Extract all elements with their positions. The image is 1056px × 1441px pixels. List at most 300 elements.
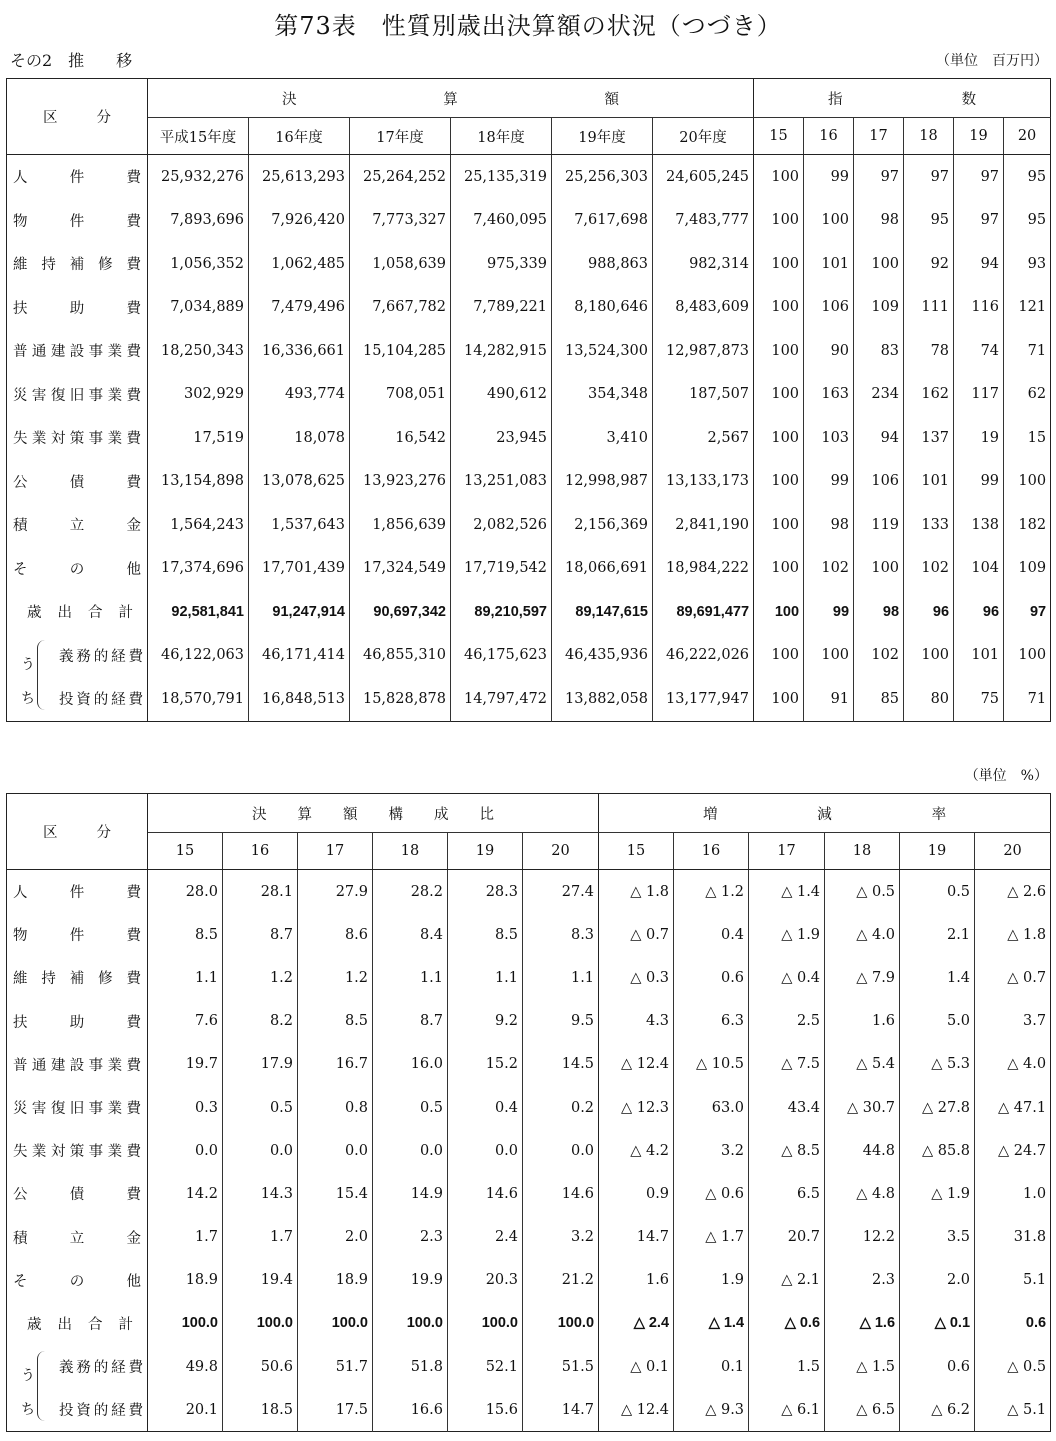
row-label: 災害復旧事業費 — [7, 373, 148, 417]
value-cell: 90,697,342 — [350, 590, 451, 634]
value-cell: 17.9 — [223, 1043, 298, 1086]
value-cell: △ 24.7 — [998, 1142, 1047, 1159]
value-cell: 182 — [1018, 516, 1047, 533]
value-cell: △ 4.2 — [599, 1129, 674, 1172]
value-cell: 27.4 — [523, 870, 599, 914]
value-cell: 8.5 — [148, 913, 223, 956]
value-cell: 16.7 — [298, 1043, 373, 1086]
value-cell: 7.6 — [148, 1000, 223, 1043]
value-cell: △ 2.6 — [1007, 883, 1047, 900]
page-title: 第73表 性質別歳出決算額の状況（つづき） — [274, 12, 782, 40]
value-cell: 96 — [904, 590, 954, 634]
value-cell: 89,691,477 — [653, 590, 754, 634]
value-cell: 94 — [954, 242, 1004, 286]
value-cell: △ 9.3 — [674, 1388, 749, 1432]
table-row — [7, 155, 1051, 199]
value-cell: 1.9 — [674, 1259, 749, 1302]
value-cell: 25,264,252 — [350, 155, 451, 199]
value-cell: 24,605,245 — [653, 155, 754, 199]
value-cell: 109 — [854, 286, 904, 330]
value-cell: △ 12.4 — [599, 1388, 674, 1432]
value-cell: 91 — [804, 677, 854, 721]
value-cell: 7,483,777 — [653, 199, 754, 243]
value-cell: 23,945 — [451, 416, 552, 460]
value-cell: 0.4 — [674, 913, 749, 956]
table-row — [7, 460, 1051, 504]
value-cell: 0.0 — [523, 1129, 599, 1172]
value-cell: 106 — [804, 286, 854, 330]
value-cell: 0.5 — [373, 1086, 448, 1129]
table-row — [7, 329, 1051, 373]
value-cell: 6.5 — [749, 1172, 825, 1215]
value-cell: 15.4 — [298, 1172, 373, 1215]
sub-marker: う — [21, 656, 35, 673]
value-cell: 109 — [1018, 560, 1047, 577]
table-row — [7, 634, 1051, 678]
value-cell: 20.3 — [448, 1259, 523, 1302]
year-header: 18 — [825, 833, 900, 870]
value-cell: 71 — [1027, 690, 1047, 707]
year-header: 16 — [804, 118, 854, 155]
year-header: 17年度 — [350, 118, 451, 155]
value-cell: 20.7 — [749, 1216, 825, 1259]
row-label: 普通建設事業費 — [7, 329, 148, 373]
value-cell: 8.7 — [373, 1000, 448, 1043]
row-label: その他 — [7, 547, 148, 591]
value-cell: 25,256,303 — [552, 155, 653, 199]
value-cell: 14,797,472 — [451, 677, 552, 721]
value-cell: 0.6 — [674, 956, 749, 999]
value-cell: 12.2 — [825, 1216, 900, 1259]
value-cell: △ 0.1 — [599, 1345, 674, 1388]
value-cell: 8,180,646 — [552, 286, 653, 330]
value-cell: 19.7 — [148, 1043, 223, 1086]
row-label: 公債費 — [7, 460, 148, 504]
amount-group-header: 決 算 額 — [148, 79, 754, 118]
row-label — [7, 1388, 148, 1432]
value-cell: 3.5 — [900, 1216, 975, 1259]
value-cell: 0.0 — [373, 1129, 448, 1172]
value-cell: 46,222,026 — [653, 634, 754, 678]
value-cell: 3.2 — [523, 1216, 599, 1259]
table-row — [7, 373, 1051, 417]
value-cell: 1.1 — [448, 956, 523, 999]
value-cell: 103 — [804, 416, 854, 460]
year-header: 17 — [749, 833, 825, 870]
value-cell: 100 — [754, 547, 804, 591]
value-cell: 2.0 — [298, 1216, 373, 1259]
value-cell: 51.8 — [373, 1345, 448, 1388]
value-cell: 100.0 — [373, 1302, 448, 1345]
value-cell: △ 0.7 — [599, 913, 674, 956]
value-cell: 0.5 — [900, 870, 975, 914]
value-cell: 12,998,987 — [552, 460, 653, 504]
value-cell: 46,122,063 — [148, 634, 249, 678]
value-cell: 100.0 — [448, 1302, 523, 1345]
settlement-amount-table — [6, 78, 1051, 722]
value-cell: 8,483,609 — [653, 286, 754, 330]
year-header: 20 — [975, 833, 1051, 870]
value-cell: 1,537,643 — [249, 503, 350, 547]
year-header: 15 — [148, 833, 223, 870]
value-cell: 17,374,696 — [148, 547, 249, 591]
value-cell: 982,314 — [653, 242, 754, 286]
value-cell: 302,929 — [148, 373, 249, 417]
value-cell: △ 5.4 — [825, 1043, 900, 1086]
value-cell: 101 — [954, 634, 1004, 678]
year-header: 20 — [1004, 118, 1051, 155]
value-cell: 100.0 — [148, 1302, 223, 1345]
year-header: 20 — [523, 833, 599, 870]
value-cell: 133 — [904, 503, 954, 547]
value-cell: 5.1 — [1023, 1272, 1047, 1289]
value-cell: 28.3 — [448, 870, 523, 914]
value-cell: 8.4 — [373, 913, 448, 956]
value-cell: △ 0.6 — [674, 1172, 749, 1215]
value-cell: 116 — [954, 286, 1004, 330]
table-row — [7, 677, 1051, 721]
value-cell: △ 10.5 — [674, 1043, 749, 1086]
value-cell: 2,567 — [653, 416, 754, 460]
value-cell: 31.8 — [1013, 1229, 1047, 1246]
value-cell: 0.8 — [298, 1086, 373, 1129]
value-cell: 1,564,243 — [148, 503, 249, 547]
year-header: 平成15年度 — [148, 118, 249, 155]
value-cell: 100.0 — [223, 1302, 298, 1345]
value-cell: △ 2.1 — [749, 1259, 825, 1302]
row-label: 物件費 — [7, 913, 148, 956]
value-cell: 95 — [1027, 168, 1047, 185]
row-label: 維持補修費 — [7, 956, 148, 999]
value-cell: 162 — [904, 373, 954, 417]
value-cell: 19.9 — [373, 1259, 448, 1302]
value-cell: △ 30.7 — [825, 1086, 900, 1129]
value-cell: 15.6 — [448, 1388, 523, 1432]
value-cell: 97 — [854, 155, 904, 199]
value-cell: 51.7 — [298, 1345, 373, 1388]
value-cell: 93 — [1027, 255, 1047, 272]
value-cell: △ 1.8 — [599, 870, 674, 914]
value-cell: 74 — [954, 329, 1004, 373]
value-cell: 1.6 — [599, 1259, 674, 1302]
value-cell: △ 5.1 — [1007, 1401, 1047, 1418]
value-cell: 17,701,439 — [249, 547, 350, 591]
table-row — [7, 1043, 1051, 1086]
value-cell: 100.0 — [523, 1302, 599, 1345]
value-cell: 99 — [804, 590, 854, 634]
value-cell: 975,339 — [451, 242, 552, 286]
value-cell: 137 — [904, 416, 954, 460]
table-row — [7, 1172, 1051, 1215]
value-cell: 4.3 — [599, 1000, 674, 1043]
value-cell: 15,828,878 — [350, 677, 451, 721]
value-cell: △ 85.8 — [900, 1129, 975, 1172]
value-cell: 13,251,083 — [451, 460, 552, 504]
value-cell: 27.9 — [298, 870, 373, 914]
value-cell: 62 — [1027, 386, 1047, 403]
row-label: 失業対策事業費 — [7, 416, 148, 460]
value-cell: 1,058,639 — [350, 242, 451, 286]
value-cell: △ 47.1 — [998, 1099, 1047, 1116]
value-cell: 14.2 — [148, 1172, 223, 1215]
value-cell: 2.5 — [749, 1000, 825, 1043]
value-cell: 2.3 — [825, 1259, 900, 1302]
value-cell: 119 — [854, 503, 904, 547]
year-header: 20年度 — [653, 118, 754, 155]
value-cell: 0.3 — [148, 1086, 223, 1129]
value-cell: 80 — [904, 677, 954, 721]
table-row — [7, 242, 1051, 286]
value-cell: 0.0 — [223, 1129, 298, 1172]
value-cell: 21.2 — [523, 1259, 599, 1302]
value-cell: 14.5 — [523, 1043, 599, 1086]
value-cell: 7,034,889 — [148, 286, 249, 330]
value-cell: △ 0.5 — [1007, 1358, 1047, 1375]
value-cell: 99 — [804, 155, 854, 199]
value-cell: 97 — [1029, 603, 1047, 620]
value-cell: 100.0 — [298, 1302, 373, 1345]
value-cell: 100 — [754, 460, 804, 504]
value-cell: 18,984,222 — [653, 547, 754, 591]
value-cell: 17.5 — [298, 1388, 373, 1432]
year-header: 16年度 — [249, 118, 350, 155]
value-cell: 96 — [954, 590, 1004, 634]
value-cell: 17,719,542 — [451, 547, 552, 591]
value-cell: 100 — [754, 634, 804, 678]
value-cell: 102 — [804, 547, 854, 591]
value-cell: △ 0.3 — [599, 956, 674, 999]
table-row — [7, 286, 1051, 330]
value-cell: △ 4.0 — [1007, 1056, 1047, 1073]
table-row — [7, 956, 1051, 999]
value-cell: △ 8.5 — [749, 1129, 825, 1172]
value-cell: △ 7.5 — [749, 1043, 825, 1086]
value-cell: 99 — [804, 460, 854, 504]
value-cell: 14.6 — [523, 1172, 599, 1215]
value-cell: 1.1 — [148, 956, 223, 999]
value-cell: 1.2 — [298, 956, 373, 999]
value-cell: △ 2.4 — [599, 1302, 674, 1345]
value-cell: △ 1.9 — [749, 913, 825, 956]
index-group-header: 指 数 — [754, 79, 1051, 118]
value-cell: 6.3 — [674, 1000, 749, 1043]
value-cell: 1,856,639 — [350, 503, 451, 547]
value-cell: 100 — [804, 199, 854, 243]
value-cell: △ 0.4 — [749, 956, 825, 999]
value-cell: 1.4 — [900, 956, 975, 999]
value-cell: 51.5 — [523, 1345, 599, 1388]
value-cell: 63.0 — [674, 1086, 749, 1129]
value-cell: 111 — [904, 286, 954, 330]
value-cell: 14.7 — [599, 1216, 674, 1259]
table-row — [7, 199, 1051, 243]
value-cell: 100 — [1018, 647, 1047, 664]
value-cell: 163 — [804, 373, 854, 417]
value-cell: 100 — [754, 503, 804, 547]
year-header: 16 — [223, 833, 298, 870]
value-cell: 1.2 — [223, 956, 298, 999]
sub-marker: う — [21, 1368, 35, 1385]
value-cell: △ 27.8 — [900, 1086, 975, 1129]
ratio-group-header: 決 算 額 構 成 比 — [148, 794, 599, 833]
value-cell: 19.4 — [223, 1259, 298, 1302]
value-cell: 234 — [854, 373, 904, 417]
value-cell: 2.0 — [900, 1259, 975, 1302]
value-cell: 1.7 — [223, 1216, 298, 1259]
row-label: 失業対策事業費 — [7, 1129, 148, 1172]
value-cell: 7,789,221 — [451, 286, 552, 330]
value-cell: 92,581,841 — [148, 590, 249, 634]
value-cell: 16.6 — [373, 1388, 448, 1432]
value-cell: 13,133,173 — [653, 460, 754, 504]
row-label: 公債費 — [7, 1172, 148, 1215]
value-cell: 28.1 — [223, 870, 298, 914]
change-rate-group-header: 増 減 率 — [599, 794, 1051, 833]
value-cell: 9.5 — [523, 1000, 599, 1043]
value-cell: 44.8 — [825, 1129, 900, 1172]
year-header: 17 — [298, 833, 373, 870]
table1-unit: （単位 百万円） — [936, 53, 1048, 69]
table-row — [7, 1129, 1051, 1172]
year-header: 19年度 — [552, 118, 653, 155]
value-cell: 102 — [854, 634, 904, 678]
row-label: 人件費 — [7, 155, 148, 199]
value-cell: 1.7 — [148, 1216, 223, 1259]
value-cell: 95 — [1027, 212, 1047, 229]
value-cell: 7,479,496 — [249, 286, 350, 330]
value-cell: 46,855,310 — [350, 634, 451, 678]
table-row — [7, 870, 1051, 914]
value-cell: 90 — [804, 329, 854, 373]
value-cell: 25,613,293 — [249, 155, 350, 199]
value-cell: 2,156,369 — [552, 503, 653, 547]
value-cell: 13,923,276 — [350, 460, 451, 504]
value-cell: 91,247,914 — [249, 590, 350, 634]
sub-label: 投資的経費 — [59, 1403, 143, 1420]
table-row — [7, 913, 1051, 956]
sub-label: 義務的経費 — [59, 1360, 143, 1377]
value-cell: 2.1 — [900, 913, 975, 956]
value-cell: △ 6.2 — [900, 1388, 975, 1432]
value-cell: 490,612 — [451, 373, 552, 417]
year-header: 19 — [448, 833, 523, 870]
value-cell: 89,147,615 — [552, 590, 653, 634]
value-cell: △ 1.2 — [674, 870, 749, 914]
value-cell: 100 — [754, 155, 804, 199]
value-cell: 18.9 — [148, 1259, 223, 1302]
year-header: 19 — [900, 833, 975, 870]
row-label: 扶助費 — [7, 1000, 148, 1043]
value-cell: 71 — [1027, 342, 1047, 359]
value-cell: △ 6.1 — [749, 1388, 825, 1432]
value-cell: 1.6 — [825, 1000, 900, 1043]
value-cell: 13,524,300 — [552, 329, 653, 373]
value-cell: 0.9 — [599, 1172, 674, 1215]
value-cell: 104 — [954, 547, 1004, 591]
value-cell: 43.4 — [749, 1086, 825, 1129]
value-cell: 8.7 — [223, 913, 298, 956]
value-cell: 50.6 — [223, 1345, 298, 1388]
value-cell: 15,104,285 — [350, 329, 451, 373]
value-cell: 97 — [954, 155, 1004, 199]
composition-ratio-table — [6, 793, 1051, 1432]
value-cell: 98 — [854, 590, 904, 634]
section-subtitle: その2 推 移 — [10, 51, 133, 70]
sub-label: 義務的経費 — [59, 648, 143, 665]
row-label: 普通建設事業費 — [7, 1043, 148, 1086]
category-header: 区 分 — [7, 794, 148, 870]
value-cell: 46,175,623 — [451, 634, 552, 678]
year-header: 18年度 — [451, 118, 552, 155]
value-cell: 18.5 — [223, 1388, 298, 1432]
value-cell: △ 0.1 — [900, 1302, 975, 1345]
value-cell: △ 12.4 — [599, 1043, 674, 1086]
value-cell: 89,210,597 — [451, 590, 552, 634]
value-cell: 18.9 — [298, 1259, 373, 1302]
value-cell: 7,460,095 — [451, 199, 552, 243]
value-cell: 3,410 — [552, 416, 653, 460]
year-header: 19 — [954, 118, 1004, 155]
value-cell: 3.2 — [674, 1129, 749, 1172]
value-cell: △ 1.5 — [825, 1345, 900, 1388]
value-cell: 100 — [754, 373, 804, 417]
value-cell: 46,435,936 — [552, 634, 653, 678]
value-cell: △ 4.8 — [825, 1172, 900, 1215]
value-cell: 15 — [1027, 429, 1047, 446]
value-cell: 14.7 — [523, 1388, 599, 1432]
table2-unit: （単位 %） — [964, 768, 1048, 784]
value-cell: 8.5 — [298, 1000, 373, 1043]
value-cell: △ 7.9 — [825, 956, 900, 999]
value-cell: 8.6 — [298, 913, 373, 956]
row-label — [7, 677, 148, 721]
value-cell: 14,282,915 — [451, 329, 552, 373]
table-row — [7, 1388, 1051, 1432]
table-row — [7, 503, 1051, 547]
value-cell: 16,542 — [350, 416, 451, 460]
row-label: 人件費 — [7, 870, 148, 914]
value-cell: 100 — [754, 590, 804, 634]
row-label: 扶助費 — [7, 286, 148, 330]
value-cell: 1.1 — [373, 956, 448, 999]
value-cell: 75 — [954, 677, 1004, 721]
value-cell: 16,848,513 — [249, 677, 350, 721]
row-label: 歳出合計 — [7, 1302, 148, 1345]
value-cell: 15.2 — [448, 1043, 523, 1086]
value-cell: 3.7 — [1023, 1013, 1047, 1030]
value-cell: 1,062,485 — [249, 242, 350, 286]
value-cell: 98 — [804, 503, 854, 547]
value-cell: 13,882,058 — [552, 677, 653, 721]
table-row — [7, 1000, 1051, 1043]
value-cell: 100 — [854, 547, 904, 591]
value-cell: 9.2 — [448, 1000, 523, 1043]
value-cell: △ 1.4 — [674, 1302, 749, 1345]
row-label: 災害復旧事業費 — [7, 1086, 148, 1129]
value-cell: 99 — [954, 460, 1004, 504]
value-cell: △ 1.7 — [674, 1216, 749, 1259]
year-header: 17 — [854, 118, 904, 155]
value-cell: 100 — [754, 677, 804, 721]
value-cell: 18,250,343 — [148, 329, 249, 373]
value-cell: 16.0 — [373, 1043, 448, 1086]
value-cell: △ 6.5 — [825, 1388, 900, 1432]
value-cell: 100 — [1018, 473, 1047, 490]
value-cell: 708,051 — [350, 373, 451, 417]
value-cell: 2,841,190 — [653, 503, 754, 547]
value-cell: 106 — [854, 460, 904, 504]
sub-label: 投資的経費 — [59, 692, 143, 709]
